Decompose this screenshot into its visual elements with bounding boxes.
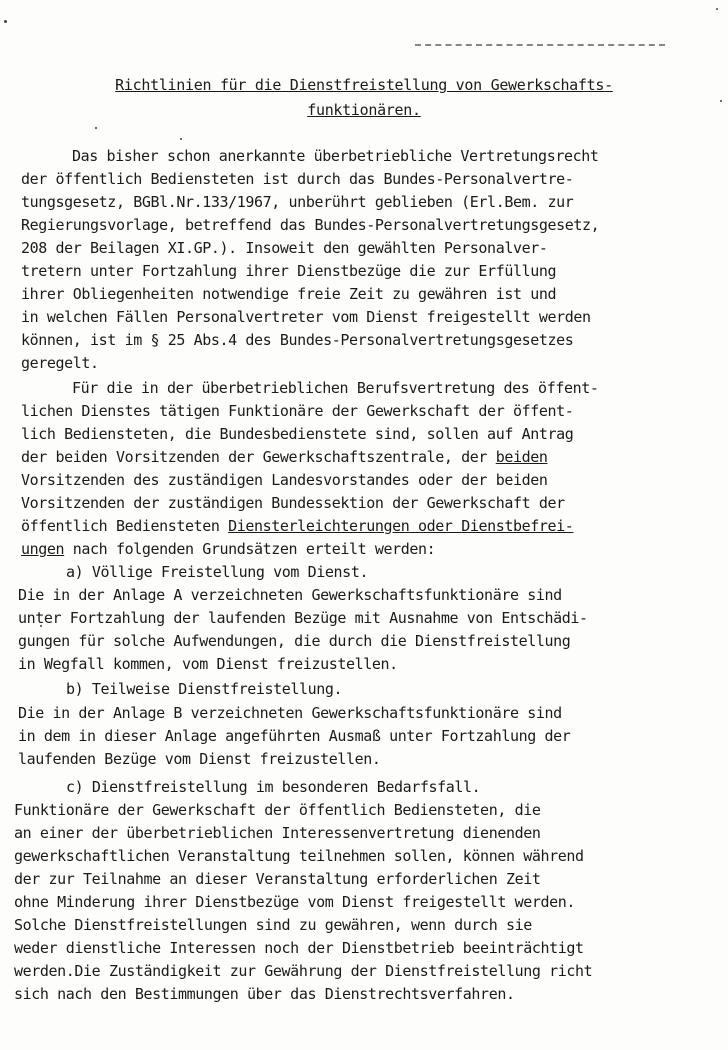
para1-line: tretern unter Fortzahlung ihrer Dienstbezüge die zur Erfüllung [21,262,557,280]
underlined-word: beiden [495,448,548,466]
section-b-line: laufenden Bezüge vom Dienst freizustellen. [18,750,381,768]
underlined-word: Diensterleichterungen [228,517,410,535]
section-a-line: Die in der Anlage A verzeichneten Gewerkschaftsfunktionäre sind [18,586,562,604]
section-b-line: Die in der Anlage B verzeichneten Gewerkschaftsfunktionäre sind [18,704,562,722]
dashed-mark [415,44,665,48]
para2-line [21,516,573,536]
para1-line: Regierungsvorlage, betreffend das Bundes-Personalvertretungsgesetz, [21,216,600,234]
para1-line: Das bisher schon anerkannte überbetriebliche Vertretungsrecht [72,147,599,165]
section-c-line: werden.Die Zuständigkeit zur Gewährung der Dienstfreistellung richt [14,962,593,980]
para2-text: öffentlich Bediensteten [21,517,229,535]
section-c-line: ohne Minderung ihrer Dienstbezüge vom Dienst freigestellt werden. [14,893,575,911]
section-b-heading: b) Teilweise Dienstfreistellung. [66,680,343,698]
para2-line: Vorsitzenden der zuständigen Bundessektion der Gewerkschaft der [21,494,565,512]
section-b-line: in dem in dieser Anlage angeführten Ausmaß unter Fortzahlung der [18,727,571,745]
para1-line: können, ist im § 25 Abs.4 des Bundes-Personalvertretungsgesetzes [21,331,574,349]
section-a-line: unter Fortzahlung der laufenden Bezüge mit Ausnahme von Entschädi- [18,609,588,627]
para1-line: ihrer Obliegenheiten notwendige freie Zeit zu gewähren ist und [21,285,557,303]
para1-line: 208 der Beilagen XI.GP.). Insoweit den gewählten Personalver- [21,239,548,257]
document-title-line-1: Richtlinien für die Dienstfreistellung von Gewerkschafts- [115,76,613,94]
speck [4,20,7,23]
section-a-line: gungen für solche Aufwendungen, die durch die Dienstfreistellung [18,632,571,650]
para2-text: der beiden Vorsitzenden der Gewerkschaftszentrale, der [21,448,496,466]
para2-line: Vorsitzenden des zuständigen Landesvorstandes oder der beiden [21,471,548,489]
para2-line [21,539,435,559]
document-title-line-2: funktionären. [307,101,421,119]
para2-text: nach folgenden Grundsätzen erteilt werden: [64,540,436,558]
section-c-line: gewerkschaftlichen Veranstaltung teilnehmen sollen, können während [14,847,584,865]
para2-line [21,447,548,467]
para2-line: lich Bediensteten, die Bundesbedienstete sind, sollen auf Antrag [21,425,574,443]
section-c-line: Solche Dienstfreistellungen sind zu gewähren, wenn durch sie [14,916,532,934]
section-c-line: der zur Teilnahme an dieser Veranstaltung erforderlichen Zeit [14,870,541,888]
para2-line: Für die in der überbetrieblichen Berufsvertretung des öffent- [72,379,599,397]
speck [180,138,182,140]
section-c-line: an einer der überbetrieblichen Interessenvertretung dienenden [14,824,541,842]
speck [716,8,718,10]
underlined-word: oder [409,517,462,535]
underlined-word: ungen [21,540,65,558]
para2-line: lichen Dienstes tätigen Funktionäre der Gewerkschaft der öffent- [21,402,574,420]
speck [95,127,97,129]
section-a-heading: a) Völlige Freistellung vom Dienst. [66,563,369,581]
section-c-line: sich nach den Bestimmungen über das Dienstrechtsverfahren. [14,985,515,1003]
section-c-line: Funktionäre der Gewerkschaft der öffentlich Bediensteten, die [14,801,541,819]
section-a-line: in Wegfall kommen, vom Dienst freizustellen. [18,655,398,673]
para1-line: in welchen Fällen Personalvertreter vom Dienst freigestellt werden [21,308,591,326]
section-c-line: weder dienstliche Interessen noch der Dienstbetrieb beeinträchtigt [14,939,584,957]
underlined-word: Dienstbefrei- [461,517,574,535]
para1-line: der öffentlich Bediensteten ist durch das Bundes-Personalvertre- [21,170,574,188]
section-c-heading: c) Dienstfreistellung im besonderen Bedarfsfall. [66,778,481,796]
para1-line: geregelt. [21,354,99,372]
para1-line: tungsgesetz, BGBl.Nr.133/1967, unberührt geblieben (Erl.Bem. zur [21,193,574,211]
